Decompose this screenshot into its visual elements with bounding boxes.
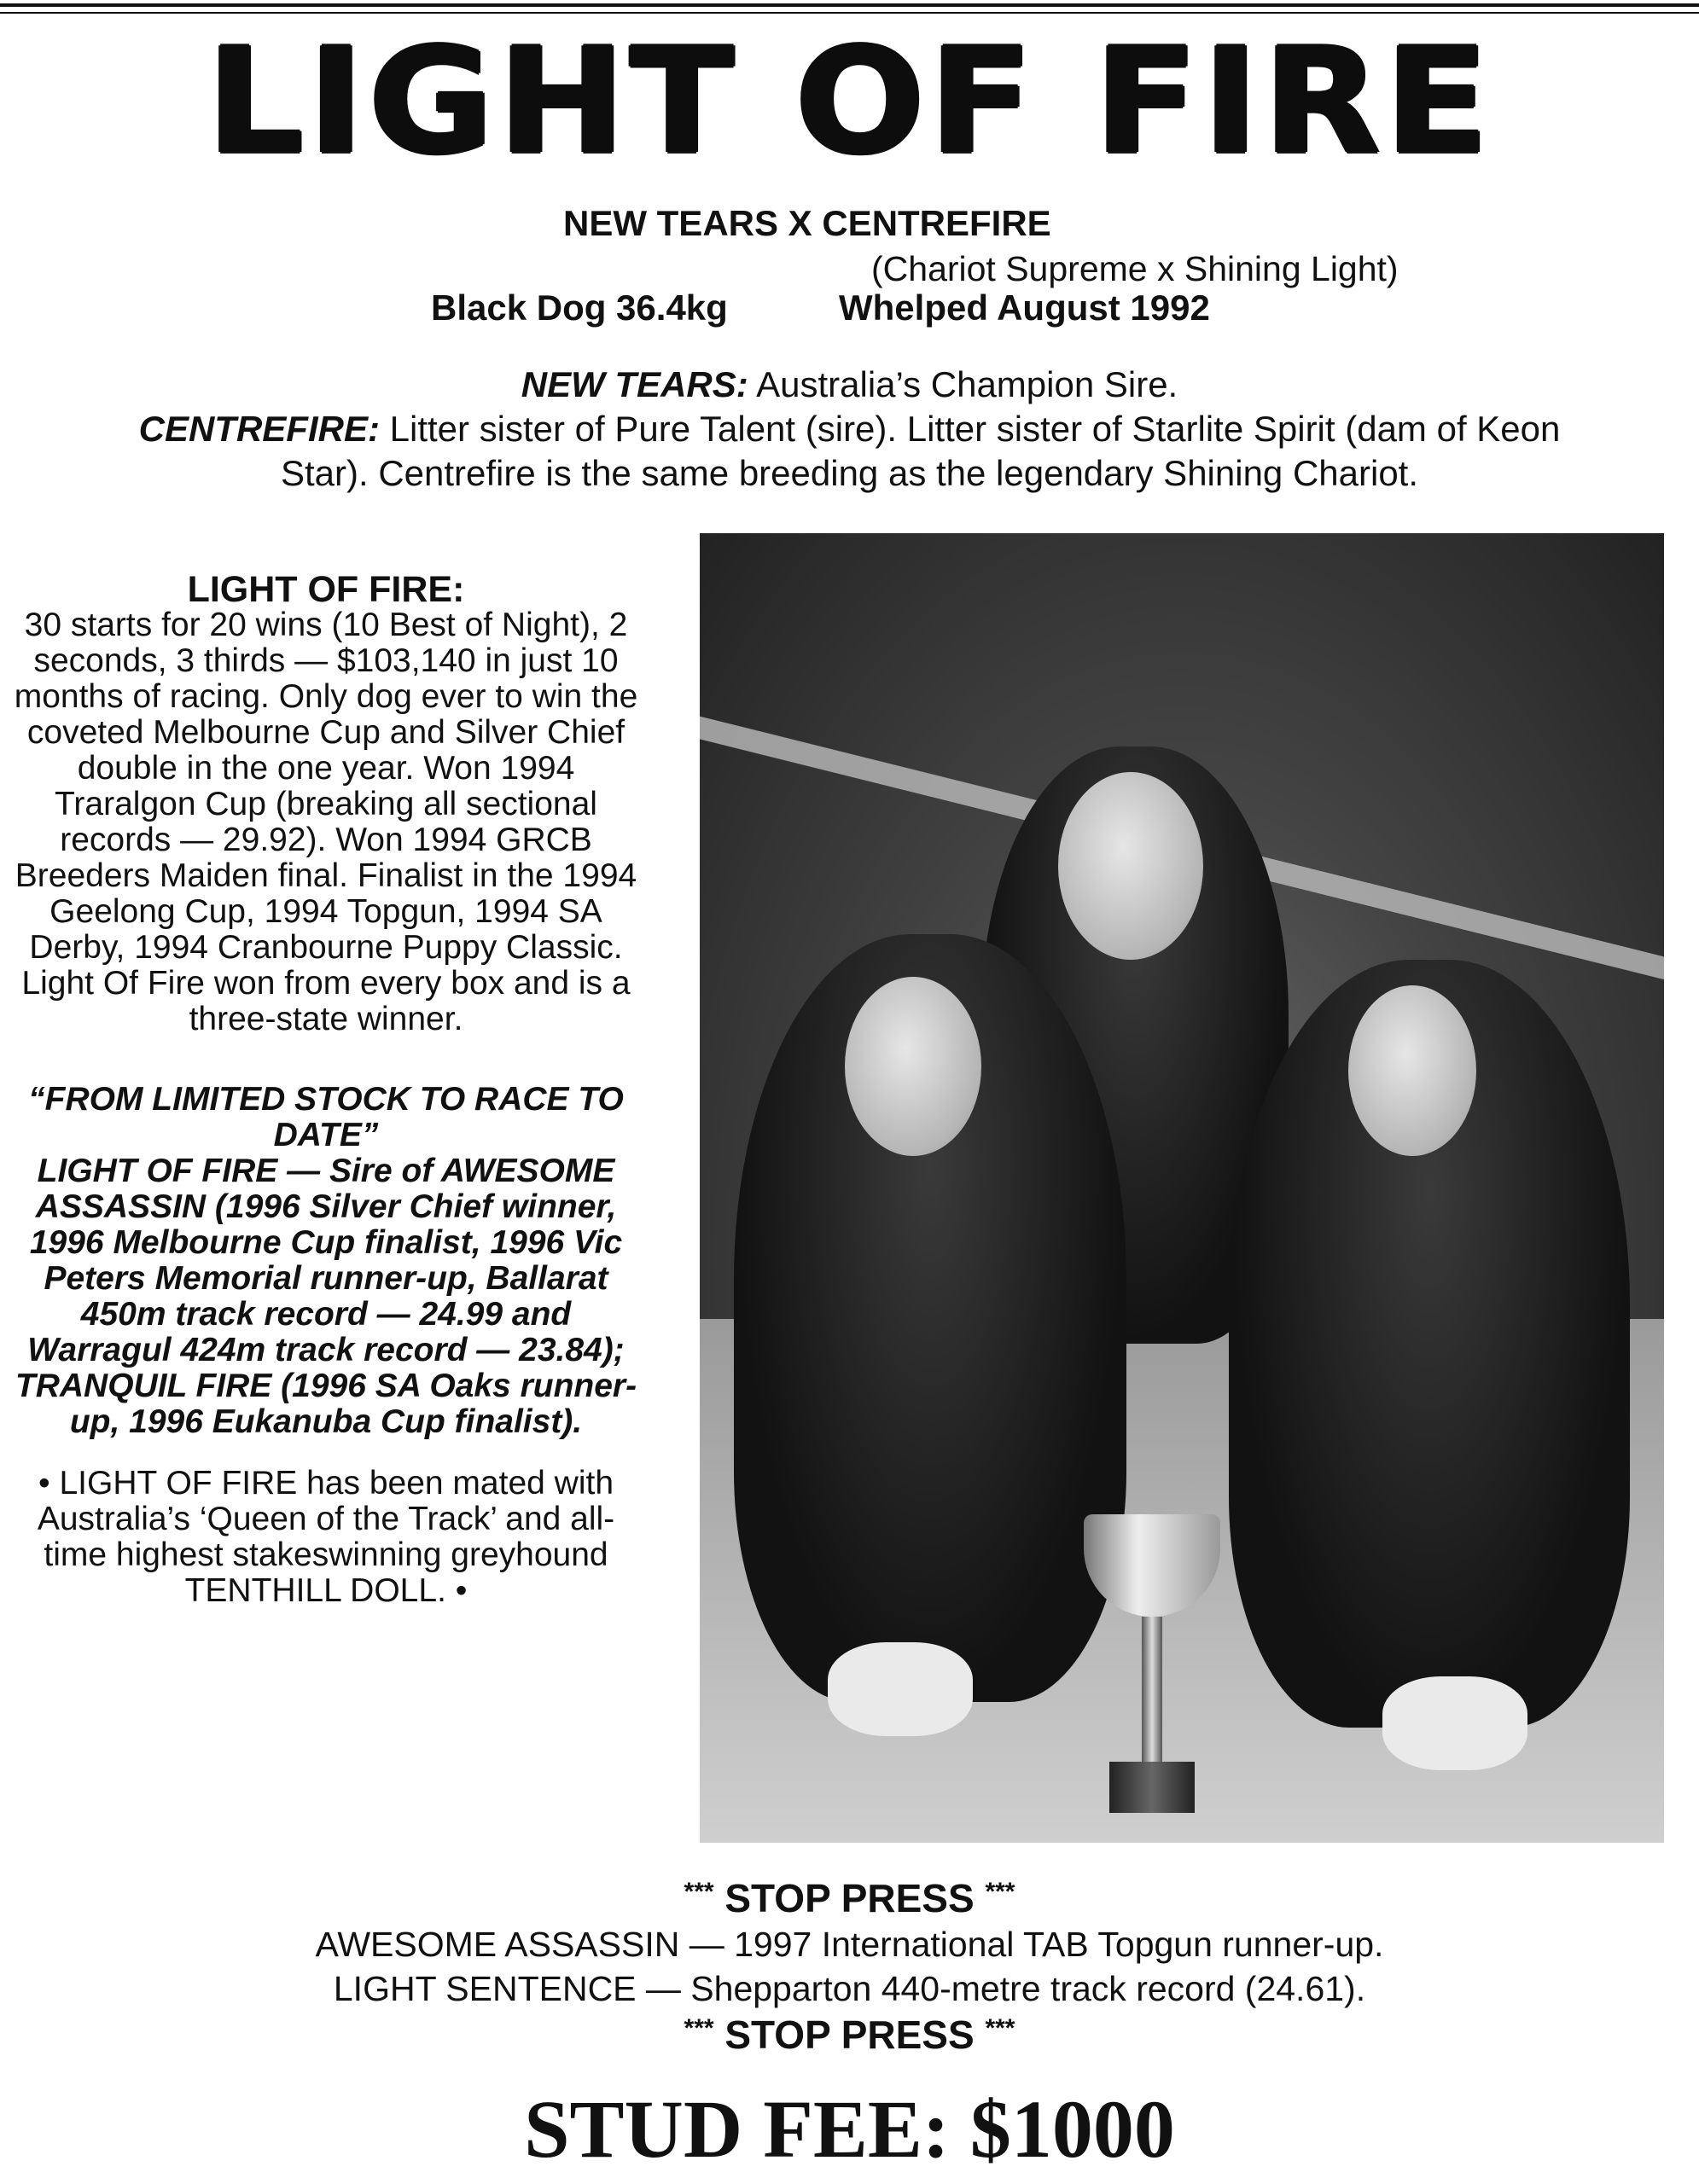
pedigree-notes [0, 363, 1699, 496]
dog-description: Black Dog 36.4kg [431, 288, 728, 328]
progeny-text: LIGHT OF FIRE — Sire of AWESOME ASSASSIN (1996 Silver Chief winner, 1996 Melbourne Cup finalist, 1996 Vic Peters Memorial runner-up, Ballarat 450m track record — 24.99 and Warragul 424m track record — 23.84); TRANQUIL FIRE (1996 SA Oaks runner-up, 1996 Eukanuba Cup finalist). [15, 1153, 637, 1440]
stop-press-footer [0, 2012, 1699, 2058]
racing-record: 30 starts for 20 wins (10 Best of Night), 2 seconds, 3 thirds — $103,140 in just 10 months of racing. Only dog ever to win the coveted Melbourne Cup and Silver Chief double in the one year. Won 1994 Traralgon Cup (breaking all sectional records — 29.92). Won 1994 GRCB Breeders Maiden final. Finalist in the 1994 Geelong Cup, 1994 Topgun, 1994 SA Derby, 1994 Cranbourne Puppy Classic. Light Of Fire won from every box and is a three-state winner. [14, 607, 638, 1037]
racing-heading: LIGHT OF FIRE: [187, 569, 465, 610]
stars-right: *** [985, 1878, 1015, 1906]
trophy-cup [1084, 1514, 1220, 1617]
top-rule-thin [0, 12, 1699, 14]
dam-line-2: Star). Centrefire is the same breeding as the legendary Shining Chariot. [280, 453, 1419, 493]
progeny-quote: “FROM LIMITED STOCK TO RACE TO DATE” [28, 1081, 624, 1153]
sire-line [0, 363, 1699, 407]
whelped-date: Whelped August 1992 [839, 288, 1210, 328]
breeding-cross: NEW TEARS X CENTREFIRE [563, 203, 1051, 243]
trophy-stem [1142, 1617, 1162, 1762]
page-title: LIGHT OF FIRE [206, 17, 1493, 187]
stars-right-2: *** [985, 2014, 1015, 2042]
photo-woman-left-face [845, 977, 981, 1156]
racing-column [7, 569, 645, 1609]
mating-note: • LIGHT OF FIRE has been mated with Australia’s ‘Queen of the Track’ and all-time highest stakeswinning greyhound TENTHILL DOLL. • [37, 1465, 615, 1609]
dam-text-1: Litter sister of Pure Talent (sire). Litter sister of Starlite Spirit (dam of Keon [389, 409, 1561, 449]
stars-left-2: *** [684, 2014, 714, 2042]
stud-fee: STUD FEE: $1000 [524, 2083, 1175, 2175]
dam-pedigree: (Chariot Supreme x Shining Light) [871, 249, 1399, 288]
stop-press-line-2: LIGHT SENTENCE — Shepparton 440-metre track record (24.61). [333, 1969, 1366, 2008]
trophy-photo [700, 533, 1664, 1843]
stop-press-line-1: AWESOME ASSASSIN — 1997 International TAB Topgun runner-up. [315, 1925, 1384, 1964]
stop-press-label-2: STOP PRESS [724, 2013, 975, 2057]
photo-trophy [1067, 1514, 1237, 1821]
sire-text: Australia’s Champion Sire. [756, 364, 1178, 404]
top-rule [0, 3, 1699, 7]
photo-shoe-right [1382, 1676, 1527, 1770]
progeny-block [7, 1082, 645, 1440]
stop-press-heading [0, 1875, 1699, 1921]
stop-press-label: STOP PRESS [724, 1876, 975, 1920]
photo-woman-right-face [1348, 985, 1476, 1156]
dam-label: CENTREFIRE: [138, 409, 380, 449]
sire-label: NEW TEARS: [521, 364, 748, 404]
trophy-base [1109, 1762, 1195, 1813]
stars-left: *** [684, 1878, 714, 1906]
dam-line [0, 407, 1699, 451]
photo-shoe-left [828, 1642, 973, 1736]
photo-man-face [1058, 772, 1203, 960]
